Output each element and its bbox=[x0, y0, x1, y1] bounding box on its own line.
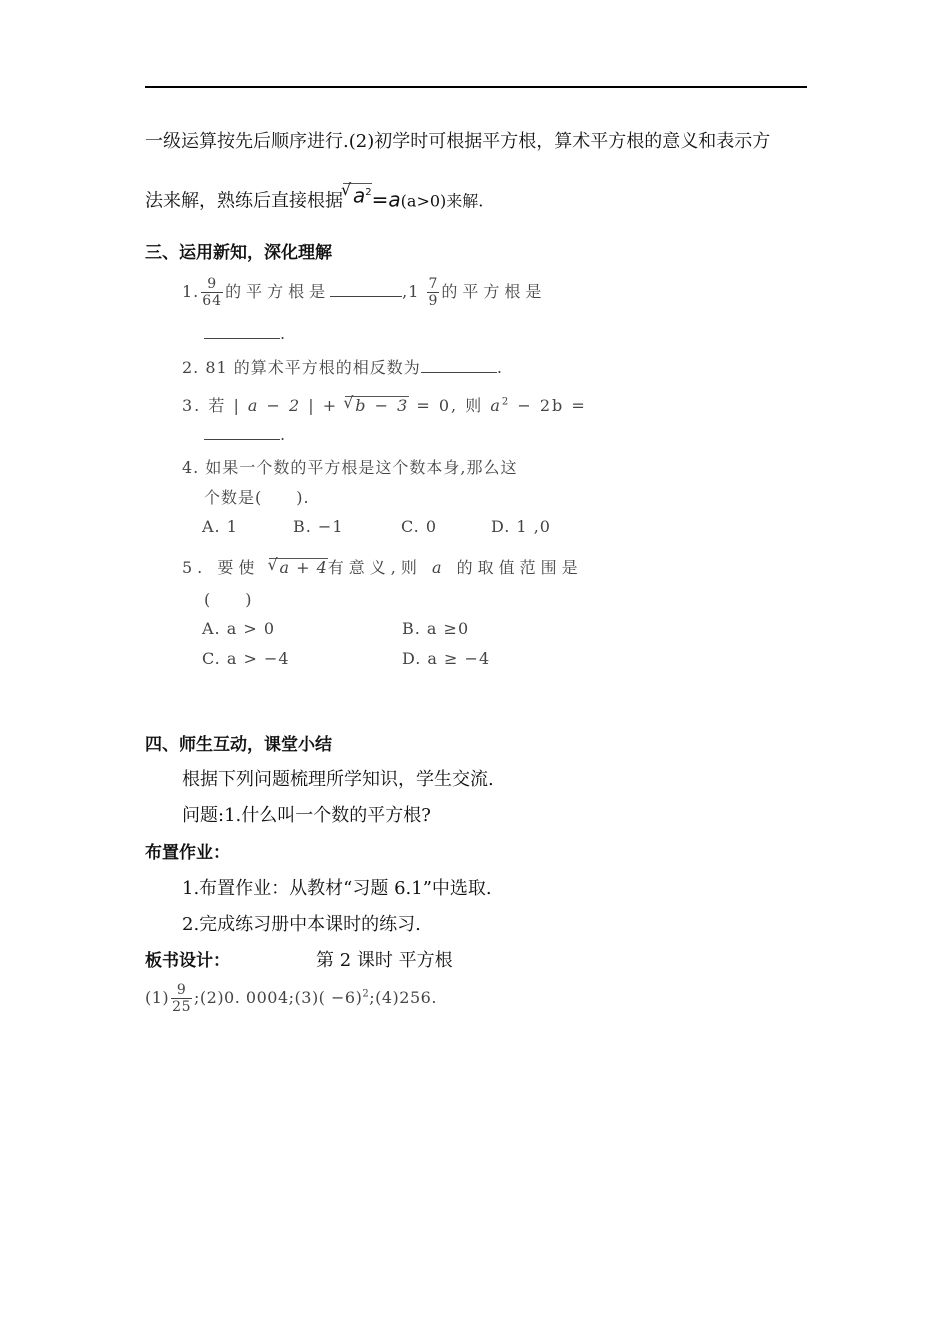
q2-end: . bbox=[496, 358, 503, 377]
q5-option-b[interactable]: B. a ≥0 bbox=[402, 619, 470, 638]
q5-line-1 bbox=[182, 555, 583, 578]
header-rule bbox=[145, 86, 807, 88]
board-title: 第 2 课时 平方根 bbox=[316, 950, 453, 971]
section4-line-2: 问题:1.什么叫一个数的平方根? bbox=[182, 805, 431, 826]
q3-abs-body: a − 2 bbox=[247, 396, 302, 415]
q4-line-2: 个数是( ). bbox=[204, 488, 310, 507]
question-1 bbox=[182, 276, 546, 309]
q3-sqrt-body: b − 3 bbox=[355, 396, 410, 415]
q5-option-d[interactable]: D. a ≥ −4 bbox=[402, 649, 491, 668]
q1-blank-1[interactable] bbox=[330, 282, 402, 297]
homework-item-1: 1.布置作业：从教材“习题 6.1”中选取. bbox=[182, 878, 492, 899]
q1-sep: ,1 bbox=[402, 282, 420, 301]
intro-line-1: 一级运算按先后顺序进行.(2)初学时可根据平方根，算术平方根的意义和表示方 bbox=[145, 131, 771, 152]
q2-blank[interactable] bbox=[421, 358, 497, 373]
question-2 bbox=[182, 355, 503, 378]
q1-fraction-1 bbox=[201, 276, 223, 309]
answers-frac-num: 9 bbox=[176, 982, 187, 998]
answers-tail: ;(4)256. bbox=[369, 988, 437, 1007]
q5-sqrt-body: a + 4 bbox=[279, 558, 328, 577]
answers-frac-den: 25 bbox=[172, 999, 191, 1015]
q5-mid: 有意义,则 bbox=[327, 558, 422, 577]
q1-text-2: 的平方根是 bbox=[441, 282, 547, 301]
q1-fraction-2 bbox=[427, 276, 439, 309]
formula-exp: 2 bbox=[365, 187, 372, 198]
formula-var: a bbox=[353, 183, 366, 208]
q1-frac1-den: 64 bbox=[202, 293, 223, 309]
q5-var: a bbox=[431, 558, 447, 577]
q1-frac2-num: 7 bbox=[428, 276, 439, 292]
q1-number: 1. bbox=[182, 282, 200, 301]
q5-tail: 的取值范围是 bbox=[456, 558, 583, 577]
q4-option-d[interactable]: D. 1 ,0 bbox=[491, 517, 551, 536]
q3-line-2 bbox=[204, 425, 286, 444]
answers-rest: ;(2)0. 0004;(3)( −6) bbox=[194, 988, 363, 1007]
intro-line-2-prefix: 法来解，熟练后直接根据 bbox=[145, 190, 343, 212]
formula-eq: = bbox=[371, 187, 389, 212]
answers-exp: 2 bbox=[362, 988, 370, 1000]
q3-tail: = 0, 则 bbox=[409, 396, 491, 415]
q3-expr-tail: − 2b = bbox=[510, 396, 587, 415]
q1-text-1: 的平方根是 bbox=[225, 282, 331, 301]
homework-heading: 布置作业： bbox=[145, 843, 230, 863]
intro-line-2 bbox=[145, 183, 483, 213]
q3-end: . bbox=[280, 425, 287, 444]
q1-line-2 bbox=[204, 324, 286, 343]
formula-rhs: a bbox=[388, 187, 401, 212]
answers-fraction bbox=[171, 982, 192, 1015]
q4-option-a[interactable]: A. 1 bbox=[202, 517, 238, 536]
q1-blank-2[interactable] bbox=[204, 324, 280, 339]
q2-text: 2. 81 的算术平方根的相反数为 bbox=[182, 358, 421, 377]
q3-expr: a bbox=[490, 396, 502, 415]
q5-option-a[interactable]: A. a > 0 bbox=[202, 619, 276, 638]
section4-line-1: 根据下列问题梳理所学知识，学生交流. bbox=[182, 769, 494, 790]
answers-part-1: (1) bbox=[145, 988, 170, 1007]
q1-end: . bbox=[280, 324, 287, 343]
intro-line-2-suffix: (a>0)来解. bbox=[400, 191, 484, 211]
question-3 bbox=[182, 393, 587, 416]
answers-line bbox=[145, 982, 437, 1015]
q3-sqrt bbox=[345, 396, 409, 415]
section3-heading: 三、运用新知，深化理解 bbox=[145, 243, 332, 263]
q4-option-b[interactable]: B. −1 bbox=[293, 517, 344, 536]
section4-heading: 四、师生互动，课堂小结 bbox=[145, 735, 332, 755]
q5-sqrt bbox=[269, 558, 327, 577]
sqrt-formula bbox=[343, 183, 372, 208]
q3-prefix: 3. 若 | bbox=[182, 396, 248, 415]
q5-line-2: ( ) bbox=[204, 590, 253, 609]
q4-option-c[interactable]: C. 0 bbox=[401, 517, 438, 536]
q3-mid: | + bbox=[301, 396, 346, 415]
q5-prefix: 5. 要使 bbox=[182, 558, 260, 577]
q3-exp: 2 bbox=[501, 396, 511, 408]
q1-frac2-den: 9 bbox=[428, 293, 439, 309]
q5-option-c[interactable]: C. a > −4 bbox=[202, 649, 290, 668]
q1-frac1-num: 9 bbox=[207, 276, 218, 292]
q3-blank[interactable] bbox=[204, 425, 280, 440]
homework-item-2: 2.完成练习册中本课时的练习. bbox=[182, 914, 421, 935]
q4-line-1: 4. 如果一个数的平方根是这个数本身,那么这 bbox=[182, 458, 518, 477]
board-heading: 板书设计： bbox=[145, 951, 230, 971]
